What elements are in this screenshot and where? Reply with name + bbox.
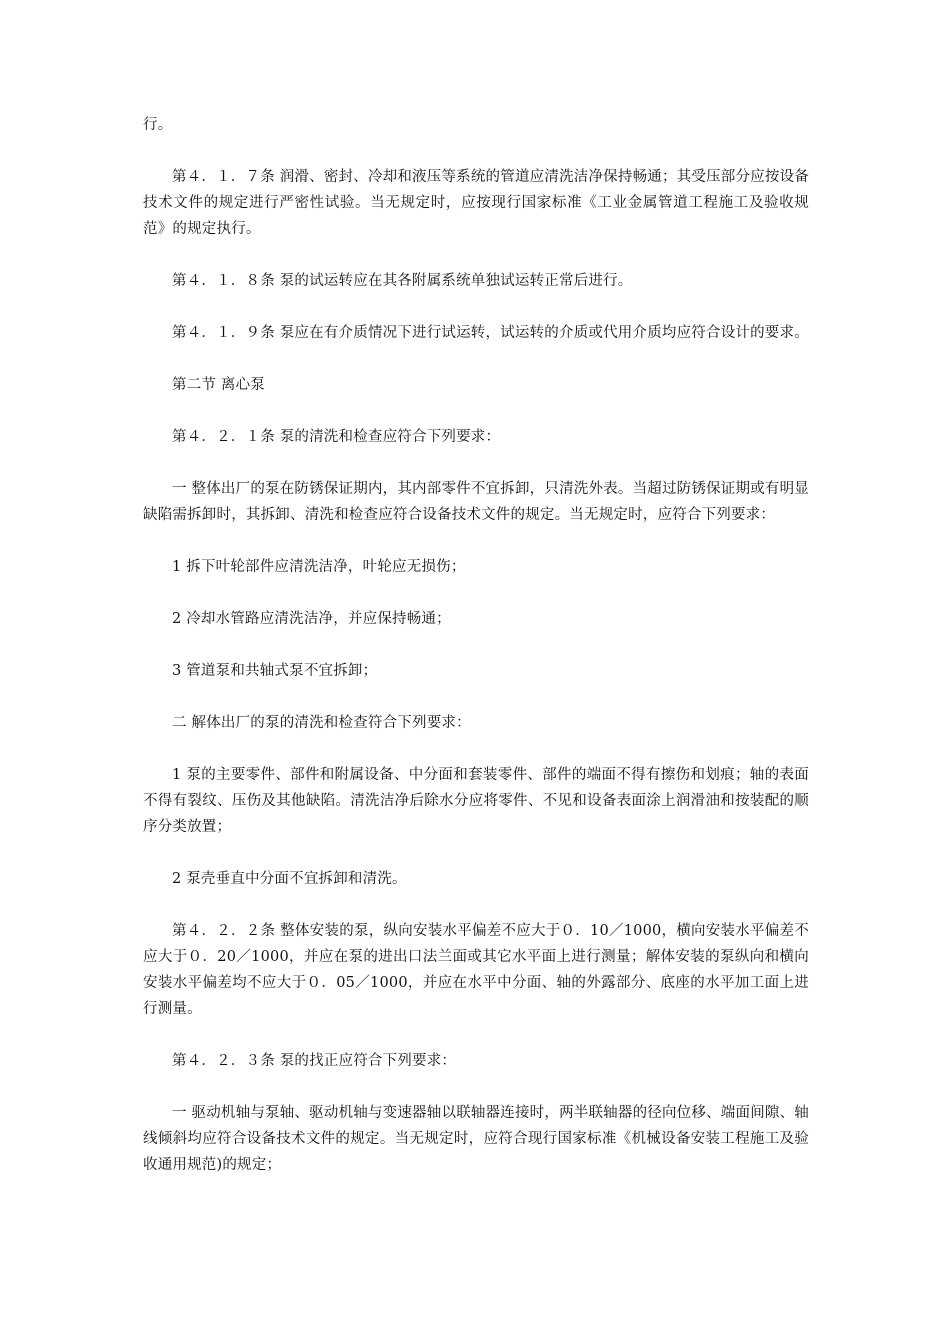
- document-body: [143, 112, 809, 1204]
- sub-item-1b: 1 泵的主要零件、部件和附属设备、中分面和套装零件、部件的端面不得有擦伤和划痕；轴的表面不得有裂纹、压伤及其他缺陷。清洗洁净后除水分应将零件、不见和设备表面涂上润滑油和按装配的顺序分类放置；: [143, 767, 809, 835]
- list-item-one: 一 整体出厂的泵在防锈保证期内，其内部零件不宜拆卸，只清洗外表。当超过防锈保证期或有明显缺陷需拆卸时，其拆卸、清洗和检查应符合设备技术文件的规定。当无规定时，应符合下列要求：: [143, 481, 809, 523]
- clause-4-2-1: 第４．２．１条 泵的清洗和检查应符合下列要求：: [172, 429, 501, 445]
- clause-4-2-3: 第４．２．３条 泵的找正应符合下列要求：: [172, 1053, 457, 1069]
- sub-item-3: 3 管道泵和共轴式泵不宜拆卸；: [172, 663, 378, 679]
- list-item-two: 二 解体出厂的泵的清洗和检查符合下列要求：: [172, 715, 471, 731]
- list-item-one-b: 一 驱动机轴与泵轴、驱动机轴与变速器轴以联轴器连接时，两半联轴器的径向位移、端面间隙、轴线倾斜均应符合设备技术文件的规定。当无规定时，应符合现行国家标准《机械设备安装工程施工及验收通用规范)的规定；: [143, 1105, 809, 1173]
- clause-4-1-7: 第４．１．７条 润滑、密封、冷却和液压等系统的管道应清洗洁净保持畅通；其受压部分应按设备技术文件的规定进行严密性试验。当无规定时，应按现行国家标准《工业金属管道工程施工及验收规范》的规定执行。: [143, 169, 809, 237]
- clause-4-2-2: 第４．２．２条 整体安装的泵，纵向安装水平偏差不应大于０．10／1000，横向安装水平偏差不应大于０．20／1000，并应在泵的进出口法兰面或其它水平面上进行测量；解体安装的泵纵向和横向安装水平偏差均不应大于０．05／1000，并应在水平中分面、轴的外露部分、底座的水平加工面上进行测量。: [143, 923, 809, 1017]
- paragraph-continuation: 行。: [143, 117, 173, 133]
- sub-item-1: 1 拆下叶轮部件应清洗洁净，叶轮应无损伤；: [172, 559, 466, 575]
- sub-item-2b: 2 泵壳垂直中分面不宜拆卸和清洗。: [172, 871, 407, 887]
- sub-item-2: 2 冷却水管路应清洗洁净，并应保持畅通；: [172, 611, 451, 627]
- clause-4-1-8: 第４．１．８条 泵的试运转应在其各附属系统单独试运转正常后进行。: [172, 273, 633, 289]
- section-heading: 第二节 离心泵: [172, 377, 266, 393]
- clause-4-1-9: 第４．１．９条 泵应在有介质情况下进行试运转，试运转的介质或代用介质均应符合设计的要求。: [172, 325, 809, 341]
